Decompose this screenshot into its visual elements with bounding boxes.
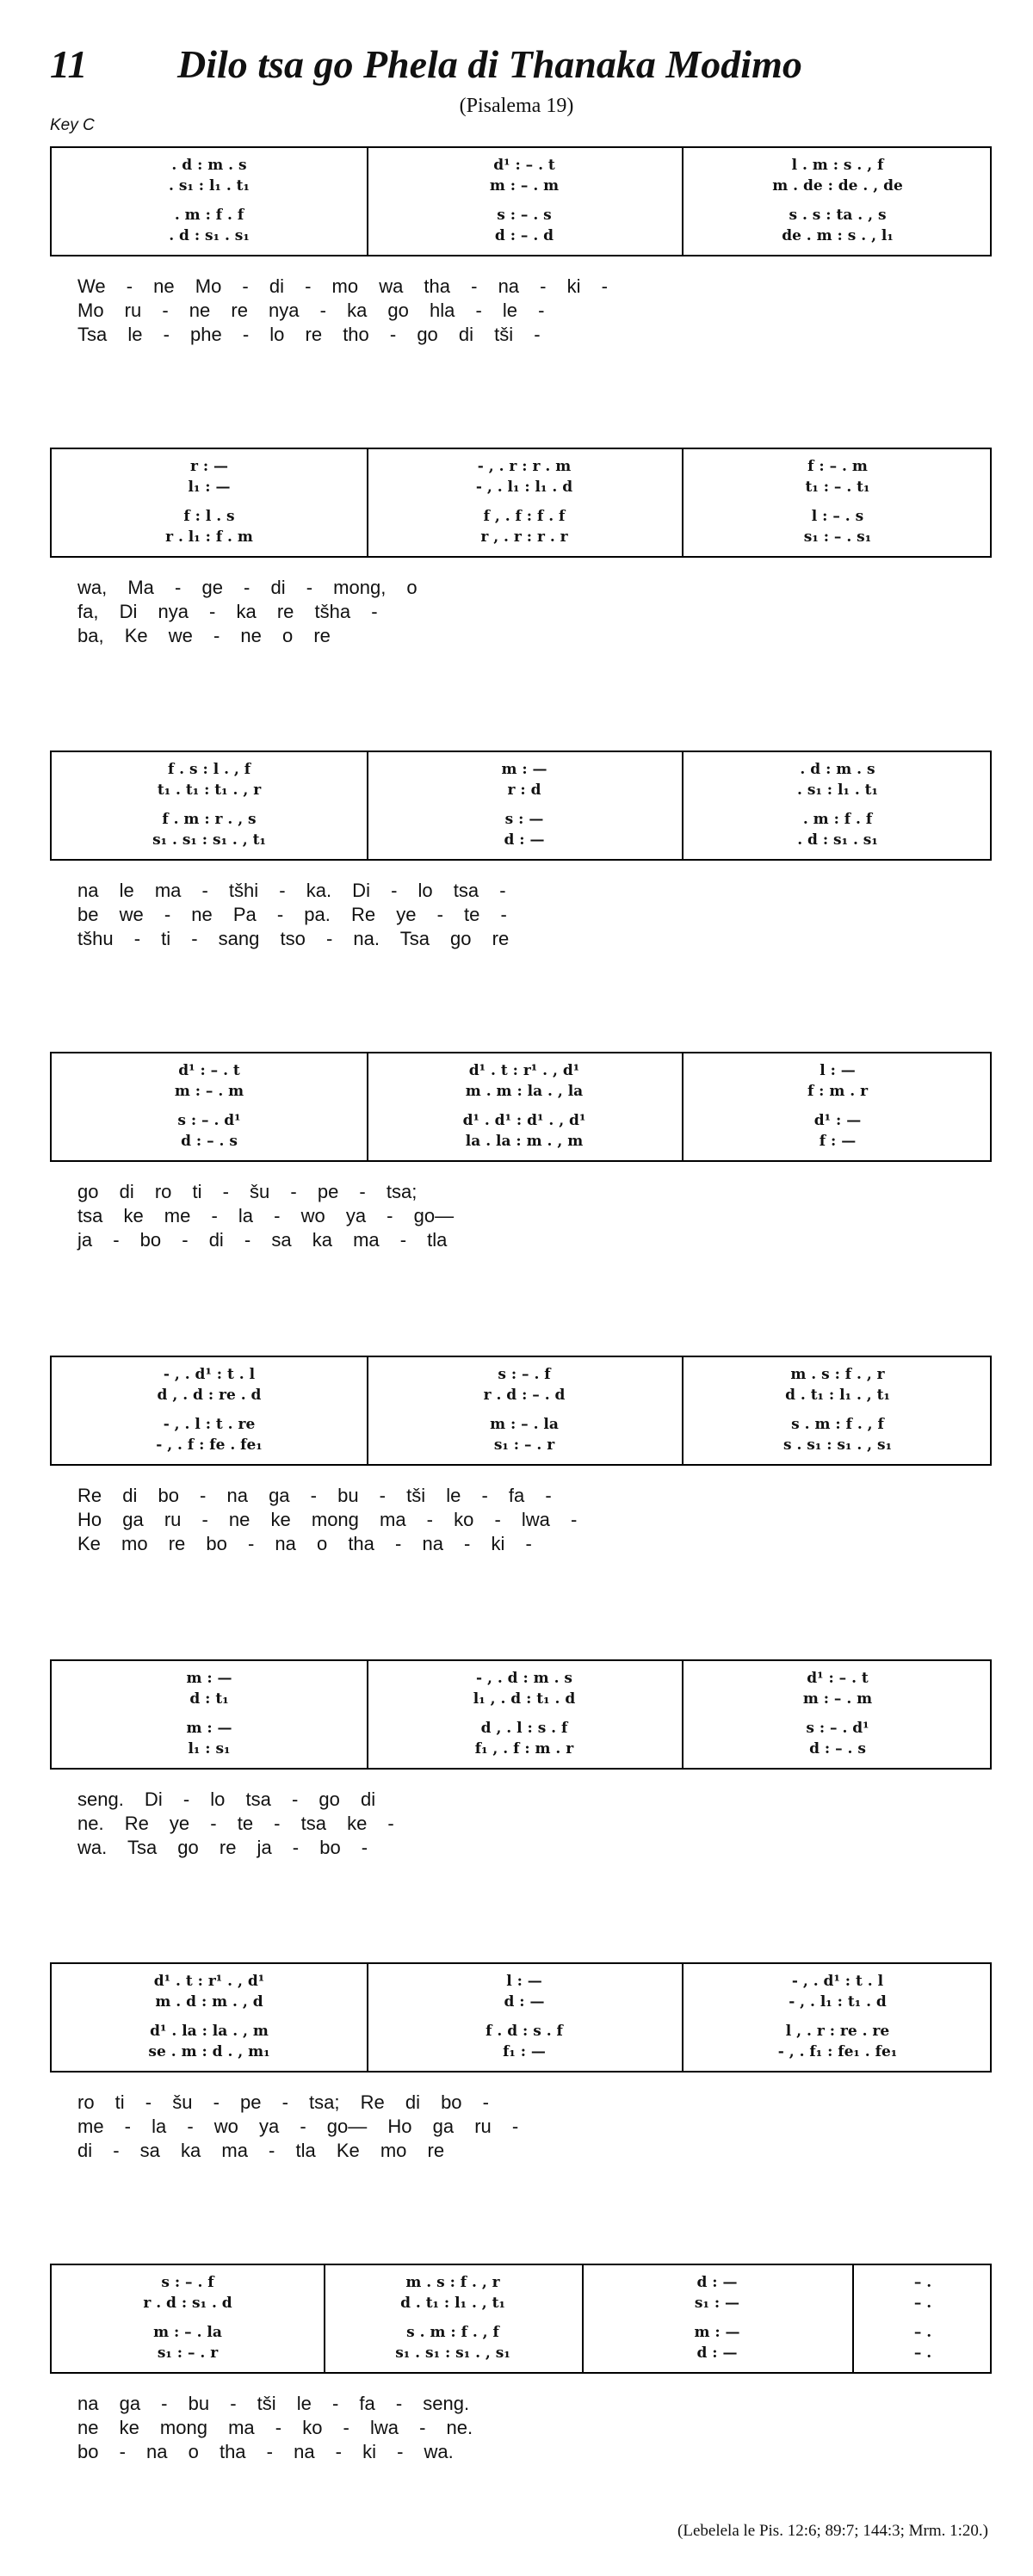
- measure-notes: f , . f : f . f: [483, 508, 566, 525]
- voice-row: [52, 1670, 990, 1690]
- voice-row: [52, 479, 990, 499]
- hymn-title: Dilo tsa go Phela di Thanaka Modimo: [177, 42, 802, 86]
- measure-notes: m . s : f . , r: [405, 2274, 500, 2291]
- measure-notes: - , . l : t . re: [163, 1416, 256, 1433]
- voice-row: [52, 2023, 990, 2043]
- voice-row: [52, 1690, 990, 1711]
- measure-notes: d : – . d: [494, 227, 554, 244]
- measure-notes: . d : m . s: [171, 157, 247, 174]
- measure-notes: la . la : m . , m: [465, 1133, 584, 1150]
- notation-box: [50, 1052, 992, 1162]
- measure-notes: m : – . la: [490, 1416, 559, 1433]
- lyric-line: tšhu - ti - sang tso - na. Tsa go re: [77, 928, 510, 949]
- measure-notes: d . t₁ : l₁ . , t₁: [400, 2295, 505, 2312]
- voice-row: [52, 2274, 990, 2295]
- measure-notes: m : – . m: [174, 1083, 244, 1100]
- lyric-line: ne ke mong ma - ko - lwa - ne.: [77, 2417, 473, 2438]
- lyric-line: seng. Di - lo tsa - go di: [77, 1788, 376, 1810]
- lyric-line: be we - ne Pa - pa. Re ye - te -: [77, 904, 507, 925]
- voice-row: [52, 2324, 990, 2344]
- lyric-line: Mo ru - ne re nya - ka go hla - le -: [77, 300, 545, 321]
- measure-notes: d¹ : – . t: [807, 1670, 869, 1687]
- measure-notes: . m : f . f: [174, 207, 244, 224]
- measure-notes: t₁ : – . t₁: [805, 479, 870, 496]
- measure-notes: d : —: [504, 831, 545, 849]
- measure-notes: d : t₁: [189, 1690, 229, 1708]
- measure-notes: m : —: [186, 1720, 232, 1737]
- measure-notes: d¹ : – . t: [178, 1062, 240, 1079]
- measure-notes: m : —: [186, 1670, 232, 1687]
- measure-notes: l . m : s . , f: [791, 157, 884, 174]
- hymn-subtitle: (Pisalema 19): [459, 95, 574, 117]
- measure-notes: f . s : l . , f: [167, 761, 251, 778]
- voice-row: [52, 1993, 990, 2014]
- measure-notes: r . d : – . d: [483, 1387, 566, 1404]
- lyric-line: na le ma - tšhi - ka. Di - lo tsa -: [77, 880, 506, 901]
- measure-notes: . m : f . f: [802, 811, 873, 828]
- measure-notes: m : – . la: [153, 2324, 222, 2341]
- measure-notes: s₁ : – . r: [157, 2344, 219, 2362]
- measure-notes: d , . l : s . f: [480, 1720, 568, 1737]
- notation-box: [50, 448, 992, 558]
- voice-row: [52, 1720, 990, 1740]
- measure-notes: d . t₁ : l₁ . , t₁: [785, 1387, 890, 1404]
- measure-notes: s₁ . s₁ : s₁ . , t₁: [152, 831, 266, 849]
- lyric-line: go di ro ti - šu - pe - tsa;: [77, 1181, 418, 1202]
- voice-row: [52, 207, 990, 227]
- notation-box: [50, 146, 992, 256]
- measure-notes: m . m : la . , la: [465, 1083, 584, 1100]
- measure-notes: r , . r : r . r: [480, 528, 568, 546]
- lyric-line: ba, Ke we - ne o re: [77, 625, 331, 646]
- measure-notes: – .: [913, 2274, 932, 2291]
- measure-notes: - , . l₁ : l₁ . d: [475, 479, 573, 496]
- notation-box: [50, 2264, 992, 2374]
- measure-notes: - , . r : r . m: [477, 458, 572, 475]
- measure-notes: d : – . s: [809, 1740, 866, 1757]
- voice-row: [52, 1436, 990, 1457]
- measure-notes: s . m : f . , f: [791, 1416, 884, 1433]
- measure-notes: s . m : f . , f: [406, 2324, 499, 2341]
- lyric-line: Ho ga ru - ne ke mong ma - ko - lwa -: [77, 1509, 578, 1530]
- measure-notes: se . m : d . , m₁: [148, 2043, 270, 2060]
- measure-notes: r . d : s₁ . d: [143, 2295, 232, 2312]
- measure-notes: s₁ . s₁ : s₁ . , s₁: [395, 2344, 510, 2362]
- measure-notes: s : – . f: [161, 2274, 214, 2291]
- lyric-line: Tsa le - phe - lo re tho - go di tši -: [77, 324, 541, 345]
- voice-row: [52, 1083, 990, 1103]
- measure-notes: m : —: [694, 2324, 740, 2341]
- measure-notes: d¹ . d¹ : d¹ . , d¹: [462, 1112, 586, 1129]
- measure-notes: f₁ , . f : m . r: [474, 1740, 574, 1757]
- measure-notes: – .: [913, 2344, 932, 2362]
- lyric-line: na ga - bu - tši le - fa - seng.: [77, 2393, 470, 2414]
- measure-notes: de . m : s . , l₁: [782, 227, 894, 244]
- measure-notes: m : —: [501, 761, 547, 778]
- voice-row: [52, 1062, 990, 1083]
- voice-row: [52, 781, 990, 802]
- voice-row: [52, 1366, 990, 1387]
- measure-notes: - , . f : fe . fe₁: [156, 1436, 263, 1454]
- measure-notes: d¹ : —: [813, 1112, 862, 1129]
- lyric-line: tsa ke me - la - wo ya - go—: [77, 1205, 455, 1226]
- voice-row: [52, 227, 990, 248]
- measure-notes: d¹ : – . t: [493, 157, 555, 174]
- measure-notes: f₁ : —: [503, 2043, 546, 2060]
- voice-row: [52, 1387, 990, 1407]
- measure-notes: s₁ : – . r: [493, 1436, 555, 1454]
- measure-notes: l : – . s: [811, 508, 864, 525]
- voice-row: [52, 528, 990, 549]
- measure-notes: f : l . s: [183, 508, 235, 525]
- lyric-line: fa, Di nya - ka re tšha -: [77, 601, 378, 622]
- voice-row: [52, 831, 990, 852]
- lyric-line: wa, Ma - ge - di - mong, o: [77, 577, 418, 598]
- voice-row: [52, 811, 990, 831]
- key-signature: Key C: [50, 116, 95, 134]
- measure-notes: – .: [913, 2324, 932, 2341]
- measure-notes: d¹ . t : r¹ . , d¹: [468, 1062, 580, 1079]
- voice-row: [52, 2344, 990, 2365]
- voice-row: [52, 1112, 990, 1133]
- lyric-line: ro ti - šu - pe - tsa; Re di bo -: [77, 2091, 489, 2113]
- measure-notes: d¹ . t : r¹ . , d¹: [153, 1973, 265, 1990]
- voice-row: [52, 1740, 990, 1761]
- measure-notes: s . s₁ : s₁ . , s₁: [782, 1436, 893, 1454]
- measure-notes: l : —: [820, 1062, 856, 1079]
- measure-notes: f . m : r . , s: [162, 811, 257, 828]
- measure-notes: s : – . d¹: [806, 1720, 869, 1737]
- measure-notes: . d : s₁ . s₁: [797, 831, 878, 849]
- measure-notes: . s₁ : l₁ . t₁: [797, 781, 878, 799]
- measure-notes: l , . r : re . re: [785, 2023, 890, 2040]
- measure-notes: - , . l₁ : t₁ . d: [789, 1993, 887, 2011]
- voice-row: [52, 458, 990, 479]
- measure-notes: l : —: [506, 1973, 542, 1990]
- voice-row: [52, 177, 990, 198]
- notation-box: [50, 1356, 992, 1466]
- measure-notes: r . l₁ : f . m: [165, 528, 253, 546]
- lyric-line: wa. Tsa go re ja - bo -: [77, 1837, 368, 1858]
- measure-notes: f : —: [819, 1133, 857, 1150]
- measure-notes: - , . d¹ : t . l: [791, 1973, 884, 1990]
- scripture-footnote: (Lebelela le Pis. 12:6; 89:7; 144:3; Mrm. 1:20.): [677, 2522, 988, 2540]
- measure-notes: d¹ . la : la . , m: [150, 2023, 269, 2040]
- measure-notes: d : —: [504, 1993, 545, 2011]
- lyric-line: bo - na o tha - na - ki - wa.: [77, 2441, 454, 2462]
- measure-notes: - , . f₁ : fe₁ . fe₁: [777, 2043, 898, 2060]
- measure-notes: d : —: [696, 2274, 738, 2291]
- lyric-line: di - sa ka ma - tla Ke mo re: [77, 2140, 445, 2161]
- measure-notes: m . s : f . , r: [790, 1366, 885, 1383]
- measure-notes: r : —: [189, 458, 229, 475]
- voice-row: [52, 508, 990, 528]
- lyric-line: Re di bo - na ga - bu - tši le - fa -: [77, 1485, 552, 1506]
- measure-notes: m . d : m . , d: [155, 1993, 263, 2011]
- measure-notes: - , . d : m . s: [476, 1670, 572, 1687]
- measure-notes: . d : s₁ . s₁: [169, 227, 250, 244]
- voice-row: [52, 2295, 990, 2315]
- measure-notes: . s₁ : l₁ . t₁: [169, 177, 250, 195]
- voice-row: [52, 157, 990, 177]
- measure-notes: f : – . m: [807, 458, 868, 475]
- voice-row: [52, 1133, 990, 1153]
- lyric-line: Ke mo re bo - na o tha - na - ki -: [77, 1533, 532, 1554]
- measure-notes: m : – . m: [489, 177, 560, 195]
- measure-notes: m . de : de . , de: [772, 177, 903, 195]
- measure-notes: t₁ . t₁ : t₁ . , r: [157, 781, 262, 799]
- measure-notes: m : – . m: [802, 1690, 873, 1708]
- lyric-line: We - ne Mo - di - mo wa tha - na - ki -: [77, 275, 608, 297]
- measure-notes: s : – . s: [497, 207, 552, 224]
- measure-notes: f : m . r: [807, 1083, 869, 1100]
- measure-notes: s₁ : —: [694, 2295, 740, 2312]
- lyric-line: ne. Re ye - te - tsa ke -: [77, 1813, 394, 1834]
- voice-row: [52, 761, 990, 781]
- measure-notes: s₁ : – . s₁: [803, 528, 872, 546]
- measure-notes: d , . d : re . d: [157, 1387, 262, 1404]
- measure-notes: d : —: [696, 2344, 738, 2362]
- measure-notes: s : – . f: [498, 1366, 551, 1383]
- measure-notes: f . d : s . f: [486, 2023, 563, 2040]
- voice-row: [52, 1416, 990, 1436]
- measure-notes: l₁ : s₁: [188, 1740, 231, 1757]
- measure-notes: l₁ , . d : t₁ . d: [473, 1690, 576, 1708]
- measure-notes: l₁ : —: [188, 479, 231, 496]
- measure-notes: - , . d¹ : t . l: [163, 1366, 256, 1383]
- measure-notes: s . s : ta . , s: [789, 207, 887, 224]
- measure-notes: – .: [913, 2295, 932, 2312]
- measure-notes: s : – . d¹: [177, 1112, 241, 1129]
- voice-row: [52, 2043, 990, 2064]
- measure-notes: r : d: [507, 781, 541, 799]
- notation-box: [50, 1962, 992, 2073]
- hymn-number: 11: [50, 42, 88, 86]
- lyric-line: ja - bo - di - sa ka ma - tla: [77, 1229, 448, 1251]
- lyric-line: me - la - wo ya - go— Ho ga ru -: [77, 2116, 519, 2137]
- notation-box: [50, 751, 992, 861]
- measure-notes: s : —: [504, 811, 544, 828]
- measure-notes: d : – . s: [181, 1133, 238, 1150]
- notation-box: [50, 1659, 992, 1770]
- voice-row: [52, 1973, 990, 1993]
- measure-notes: . d : m . s: [800, 761, 875, 778]
